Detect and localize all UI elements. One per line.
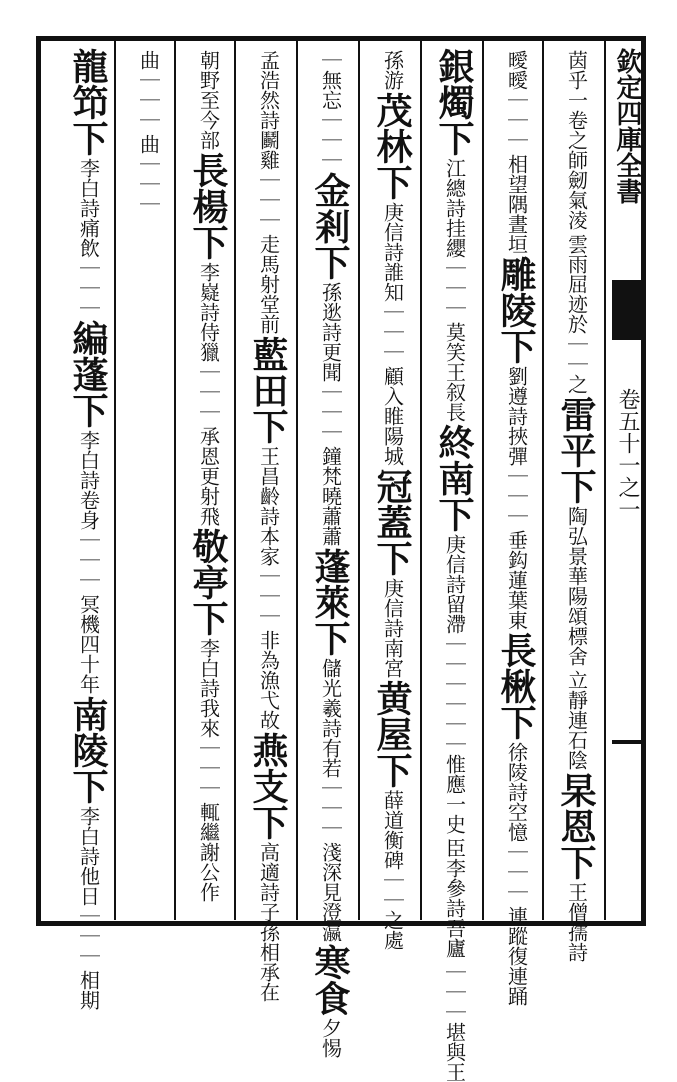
annotation-text: 立靜連石陰 (564, 670, 589, 770)
annotation-text: 王昌齡詩本家｜｜｜ (256, 446, 281, 626)
annotation-text: 李白詩我來｜｜｜ (196, 638, 221, 798)
text-column (302, 48, 358, 1058)
annotation-text: 庚信詩留滯｜｜｜｜｜｜惟應一史 (442, 534, 467, 834)
headword: 冠蓋 (371, 468, 413, 540)
annotation-text: 相期 (76, 970, 101, 1010)
annotation-text: 鐘梵曉蕭蕭 (318, 446, 343, 546)
annotation-text: 莫笑王叙長 (442, 322, 467, 422)
annotation-text: 曲｜｜｜ (136, 134, 161, 214)
column-rule (296, 40, 298, 920)
marker-xia: 下 (67, 392, 109, 428)
annotation-text: 連蹤復連踊 (504, 906, 529, 1006)
annotation-text: 顧入睢陽城 (380, 366, 405, 466)
text-column (426, 48, 482, 1082)
annotation-text: 高適詩子孫相承在 (256, 842, 281, 1002)
annotation-text: 庚信詩南宮 (380, 578, 405, 678)
marker-xia: 下 (67, 768, 109, 804)
headword: 長楊 (187, 152, 229, 224)
headword: 編蓬 (67, 320, 109, 392)
marker-xia: 下 (247, 408, 289, 444)
volume-label: 卷五十一之一 (615, 388, 640, 520)
fold-line (612, 740, 644, 744)
headword: 蓬萊 (309, 548, 351, 620)
text-column (488, 48, 544, 1006)
annotation-text: 雲雨屈迹於｜｜之 (564, 234, 589, 394)
text-column (60, 48, 116, 1010)
annotation-text: 徐陵詩空憶｜｜｜ (504, 742, 529, 902)
text-column (120, 48, 176, 916)
column-rule (604, 40, 606, 920)
annotation-text: 劉遵詩挾彈｜｜｜ (504, 366, 529, 526)
headword: 寒食 (309, 944, 351, 1016)
headword: 藍田 (247, 336, 289, 408)
marker-xia: 下 (309, 244, 351, 280)
annotation-text: ｜｜｜堪與王 (442, 962, 467, 1082)
marker-xia: 下 (247, 804, 289, 840)
headword: 終南 (433, 424, 475, 496)
book-title: 欽定四庫全書 (612, 48, 642, 204)
annotation-text: 陶弘景華陽頌標舍 (564, 506, 589, 666)
headword: 燕支 (247, 732, 289, 804)
headword: 黄屋 (371, 680, 413, 752)
marker-xia: 下 (555, 844, 597, 880)
marker-xia: 下 (67, 120, 109, 156)
headword: 雕陵 (495, 256, 537, 328)
annotation-text: 垂鈎蓮葉東 (504, 530, 529, 630)
marker-xia: 下 (433, 496, 475, 532)
marker-xia: 下 (187, 224, 229, 260)
annotation-text: 相望隅晝垣 (504, 154, 529, 254)
annotation-text: ｜無忘｜｜｜ (318, 50, 343, 170)
headword: 雷平 (555, 396, 597, 468)
annotation-text: 孫逖詩更聞｜｜｜ (318, 282, 343, 442)
headword: 敬亭 (187, 528, 229, 600)
annotation-text: 曖曖｜｜｜ (504, 50, 529, 150)
annotation-text: 輒繼謝公作 (196, 802, 221, 902)
text-column (180, 48, 236, 916)
annotation-text: 孟浩然詩鬬雞｜｜｜ (256, 50, 281, 230)
marker-xia: 下 (187, 600, 229, 636)
column-rule (420, 40, 422, 920)
headword: 杲恩 (555, 772, 597, 844)
marker-xia: 下 (309, 620, 351, 656)
annotation-text: 薛道衡碑｜｜之處 (380, 790, 405, 950)
annotation-text: 李白詩他日｜｜｜ (76, 806, 101, 966)
annotation-text: 孫游 (380, 50, 405, 90)
annotation-text: 李白詩卷身｜｜｜ (76, 430, 101, 590)
marker-xia: 下 (555, 468, 597, 504)
marker-xia: 下 (371, 164, 413, 200)
headword: 金剎 (309, 172, 351, 244)
headword: 茂林 (371, 92, 413, 164)
annotation-text: 朝野至今部 (196, 50, 221, 150)
headword: 龍笻 (67, 48, 109, 120)
column-rule (482, 40, 484, 920)
annotation-text: 走馬射堂前 (256, 234, 281, 334)
annotation-text: 承恩更射飛 (196, 426, 221, 526)
marker-xia: 下 (495, 704, 537, 740)
annotation-text: 非為漁弋故 (256, 630, 281, 730)
text-column (364, 48, 420, 950)
headword: 長楸 (495, 632, 537, 704)
annotation-text: 曲｜｜｜ (136, 50, 161, 130)
annotation-text: 臣李參詩吾廬 (442, 838, 467, 958)
column-rule (358, 40, 360, 920)
annotation-text: 江總詩挂纓｜｜｜ (442, 158, 467, 318)
annotation-text: 儲光羲詩有若｜｜｜ (318, 658, 343, 838)
annotation-text: 夕惕 (318, 1018, 343, 1058)
marker-xia: 下 (371, 752, 413, 788)
annotation-text: 庚信詩誰知｜｜｜ (380, 202, 405, 362)
annotation-text: 淺深見澄瀛 (318, 842, 343, 942)
text-column (548, 48, 604, 962)
text-column (240, 48, 296, 1002)
black-band-mark (612, 280, 644, 340)
annotation-text: 李嶷詩侍獵｜｜｜ (196, 262, 221, 422)
marker-xia: 下 (433, 120, 475, 156)
marker-xia: 下 (495, 328, 537, 364)
annotation-text: 李白詩痛飲｜｜｜ (76, 158, 101, 318)
headword: 銀燭 (433, 48, 475, 120)
annotation-text: 王僧孺詩 (564, 882, 589, 962)
annotation-text: 冥機四十年 (76, 594, 101, 694)
marker-xia: 下 (371, 540, 413, 576)
annotation-text: 茵乎一卷之師劒氣淩 (564, 50, 589, 230)
headword: 南陵 (67, 696, 109, 768)
